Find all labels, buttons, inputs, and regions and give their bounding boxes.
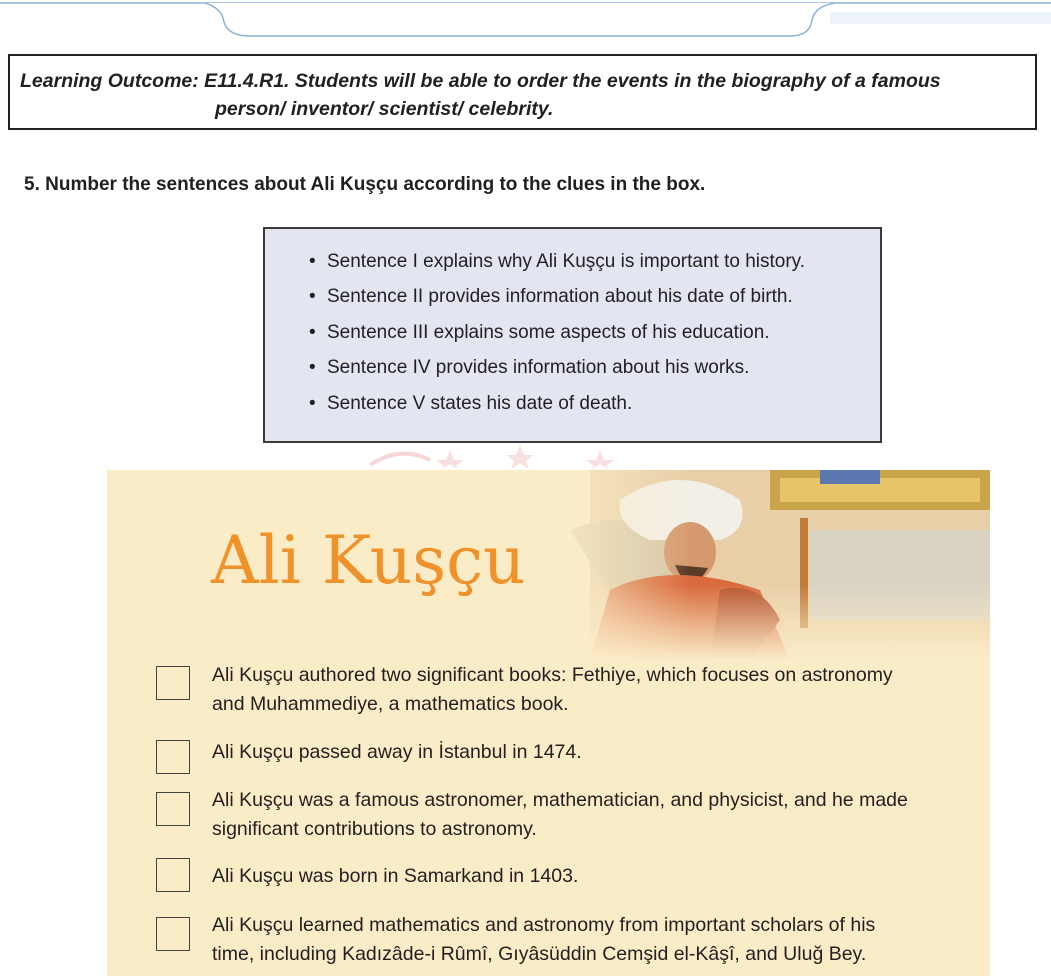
- clue-text: Sentence V states his date of death.: [327, 392, 633, 414]
- bullet-icon: •: [309, 357, 316, 379]
- number-box[interactable]: [156, 740, 190, 774]
- learning-outcome-box: [8, 54, 1037, 130]
- clue-list: [309, 251, 805, 428]
- clue-item: [309, 357, 805, 392]
- sentence-line: Ali Kuşçu passed away in İstanbul in 1474.: [212, 741, 582, 763]
- bullet-icon: •: [309, 392, 316, 414]
- number-box[interactable]: [156, 917, 190, 951]
- portrait-illustration: [530, 470, 990, 660]
- bullet-icon: •: [309, 321, 316, 343]
- clue-text: Sentence I explains why Ali Kuşçu is important to history.: [327, 251, 806, 272]
- header-decoration: [0, 0, 1051, 40]
- clue-text: Sentence II provides information about his date of birth.: [327, 286, 793, 308]
- clue-text: Sentence III explains some aspects of his education.: [327, 321, 770, 343]
- clue-item: [309, 251, 805, 286]
- bullet-icon: •: [309, 251, 316, 272]
- number-box[interactable]: [156, 792, 190, 826]
- sentence-text: [212, 786, 972, 844]
- clue-text: Sentence IV provides information about his works.: [327, 357, 750, 379]
- sentence-line: significant contributions to astronomy.: [212, 818, 537, 840]
- sentence-text: [212, 862, 972, 891]
- sentence-line: Ali Kuşçu authored two significant books: Fethiye, which focuses on astronomy: [212, 664, 893, 686]
- question-instruction: 5. Number the sentences about Ali Kuşçu according to the clues in the box.: [24, 174, 706, 195]
- biography-title: Ali Kuşçu: [211, 522, 526, 599]
- clue-item: [309, 393, 805, 428]
- sentence-text: [212, 911, 972, 969]
- biography-panel: [107, 470, 990, 976]
- clue-box: [263, 227, 882, 443]
- clue-item: [309, 322, 805, 357]
- number-box[interactable]: [156, 858, 190, 892]
- number-box[interactable]: [156, 666, 190, 700]
- sentence-text: [212, 661, 972, 719]
- sentence-line: and Muhammediye, a mathematics book.: [212, 693, 569, 715]
- sentence-line: Ali Kuşçu was a famous astronomer, mathematician, and physicist, and he made: [212, 789, 908, 811]
- sentence-text: [212, 738, 972, 767]
- clue-item: [309, 286, 805, 321]
- learning-outcome-text-continued: person/ inventor/ scientist/ celebrity.: [215, 98, 554, 120]
- faint-watermark-decoration: [340, 440, 720, 470]
- sentence-line: Ali Kuşçu learned mathematics and astronomy from important scholars of his: [212, 914, 876, 936]
- bullet-icon: •: [309, 286, 316, 308]
- sentence-line: Ali Kuşçu was born in Samarkand in 1403.: [212, 865, 579, 887]
- sentence-line: time, including Kadızâde-i Rûmî, Gıyâsüddin Cemşid el-Kâşî, and Uluğ Bey.: [212, 943, 867, 965]
- learning-outcome-text: Learning Outcome: E11.4.R1. Students will be able to order the events in the biography of a famous: [20, 70, 941, 92]
